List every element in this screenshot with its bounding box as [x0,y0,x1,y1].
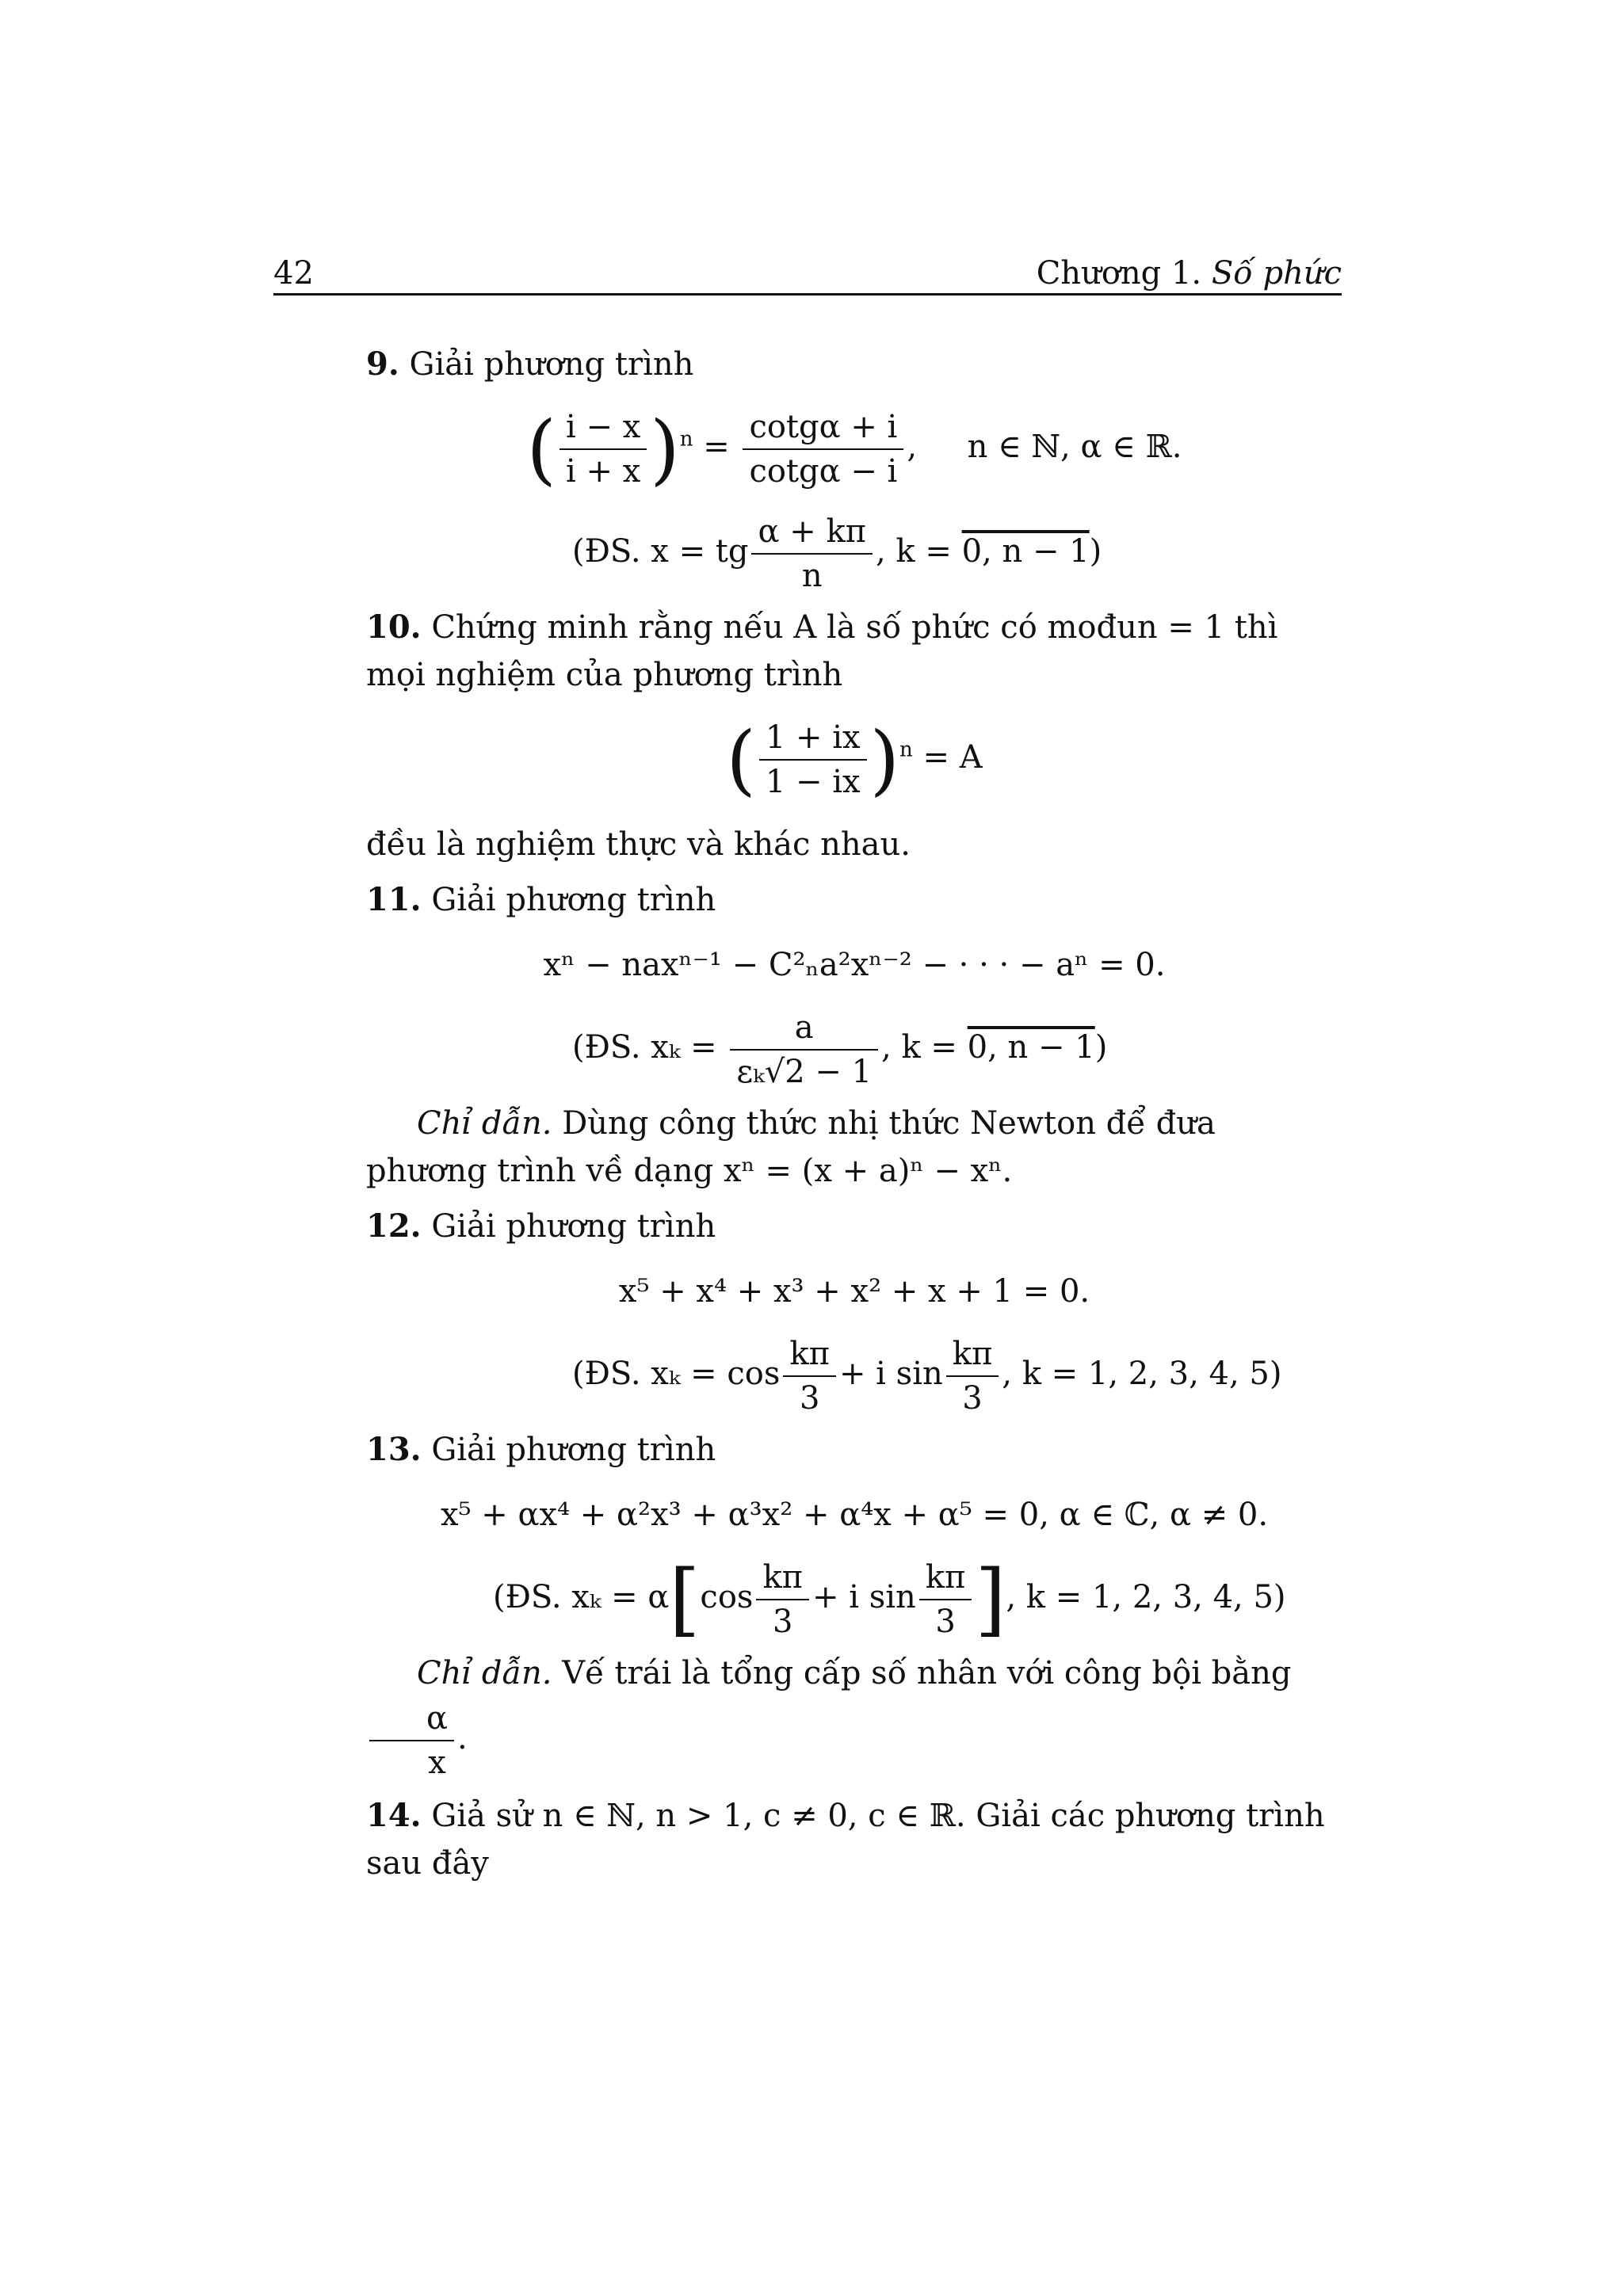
condition: n ∈ ℕ, α ∈ ℝ. [967,429,1182,465]
exercise-number: 13. [366,1431,422,1468]
denominator: 3 [799,1380,820,1417]
answer-prefix: (ĐS. x = tg [572,533,749,570]
index-range: 0, n − 1 [961,533,1090,570]
exercise-number: 9. [366,345,399,383]
denominator: εₖ√2 − 1 [736,1054,873,1090]
left-paren: ( [726,715,756,804]
exercise-number: 14. [366,1797,422,1834]
numerator: cotgα + i [743,406,903,450]
answer-mid: + i sin [838,1356,943,1392]
fraction [759,716,867,803]
fraction [919,1556,972,1643]
answer-suffix: , k = 1, 2, 3, 4, 5) [1006,1579,1286,1615]
hint-text: Dùng công thức nhị thức Newton để đưa phương trình về dạng xⁿ = (x + a)ⁿ − xⁿ. [366,1105,1216,1189]
exercise-10-tail: đều là nghiệm thực và khác nhau. [366,826,911,863]
fraction [756,1556,809,1643]
denominator: i + x [565,453,641,490]
exercise-text: Giải phương trình [431,1208,716,1245]
answer-suffix: , k = 1, 2, 3, 4, 5) [1002,1356,1282,1392]
equation-11: xⁿ − naxⁿ⁻¹ − C²ₙa²xⁿ⁻² − · · · − aⁿ = 0. [543,947,1166,983]
chapter-title [1037,252,1342,295]
denominator: 1 − ix [765,764,861,800]
hint-label: Chỉ dẫn. [417,1105,552,1142]
exercise-text: Giải phương trình [409,346,694,383]
numerator: i − x [559,406,647,450]
exercise-9 [366,341,1342,388]
answer-close: ) [1089,533,1102,570]
chapter-label: Chương 1. [1036,255,1202,292]
numerator: 1 + ix [759,716,867,761]
right-paren: ) [869,715,900,804]
fraction [559,406,647,493]
fraction [369,1697,454,1784]
hint-13 [366,1650,1342,1784]
index-range: 0, n − 1 [967,1029,1095,1066]
exponent: n [679,427,693,452]
left-paren: ( [526,405,556,494]
denominator: 3 [772,1604,793,1640]
exercise-number: 12. [366,1207,422,1245]
chapter-name: Số phức [1211,255,1342,292]
numerator: kπ [946,1333,999,1377]
answer-prefix: (ĐS. xₖ = [572,1029,727,1066]
numerator: a [730,1006,878,1051]
answer-11 [366,1006,1342,1093]
denominator: 3 [935,1604,956,1640]
fraction [743,406,903,493]
denominator: 3 [962,1380,983,1417]
exponent: n [899,738,913,762]
hint-11 [366,1100,1342,1195]
exercise-11 [366,876,1342,924]
answer-12 [366,1333,1342,1420]
fraction [730,1006,878,1093]
numerator: kπ [756,1556,809,1600]
exercise-text: Chứng minh rằng nếu A là số phức có mođun = 1 thì mọi nghiệm của phương trình [366,609,1278,693]
denominator: n [801,558,823,594]
hint-text: Vế trái là tổng cấp số nhân với công bội bằng [562,1655,1292,1691]
equation-rhs: = A [922,739,983,776]
exercise-text: Giải phương trình [431,1432,716,1468]
equation-13: x⁵ + αx⁴ + α²x³ + α³x² + α⁴x + α⁵ = 0, α ∈ ℂ, α ≠ 0. [440,1497,1269,1533]
answer-k: , k = [875,533,962,570]
numerator: kπ [783,1333,836,1377]
answer-prefix: (ĐS. xₖ = α [493,1579,670,1615]
exercise-12 [366,1203,1342,1250]
equation-12: x⁵ + x⁴ + x³ + x² + x + 1 = 0. [618,1273,1090,1310]
running-header [273,252,1342,295]
denominator: x [428,1745,446,1781]
exercise-number: 10. [366,608,422,646]
denominator: cotgα − i [749,453,898,490]
right-bracket: ] [975,1553,1006,1646]
answer-mid: + i sin [812,1579,916,1615]
fraction [751,510,872,597]
page-body [366,341,1342,1895]
exercise-number: 11. [366,881,422,918]
answer-prefix: (ĐS. xₖ = cos [572,1356,781,1392]
numerator: kπ [919,1556,972,1600]
numerator: α + kπ [751,510,872,555]
answer-cos: cos [700,1579,754,1615]
left-bracket: [ [669,1553,701,1646]
exercise-13 [366,1426,1342,1474]
hint-end: . [457,1720,468,1756]
exercise-10 [366,604,1342,699]
page-number: 42 [273,255,314,292]
right-paren: ) [650,405,680,494]
exercise-text: Giả sử n ∈ ℕ, n > 1, c ≠ 0, c ∈ ℝ. Giải các phương trình sau đây [366,1798,1325,1882]
equation-9: ( $\frac{i - x}{i + x}$ )$^n$ = $\frac{\cot g\alpha + i}{\cot g\alpha - i}$ , n ∈ ℕ, α ∈ ℝ. [526,405,1182,494]
answer-k: , k = [881,1029,968,1066]
numerator: α [369,1697,454,1741]
fraction [946,1333,999,1420]
exercise-text: Giải phương trình [431,882,716,918]
answer-13 [366,1553,1342,1646]
answer-9 [366,510,1342,597]
hint-label: Chỉ dẫn. [417,1655,552,1691]
fraction [783,1333,836,1420]
exercise-14 [366,1792,1342,1887]
equation-10 [366,716,1342,803]
answer-close: ) [1094,1029,1108,1066]
header-rule [273,293,1342,296]
